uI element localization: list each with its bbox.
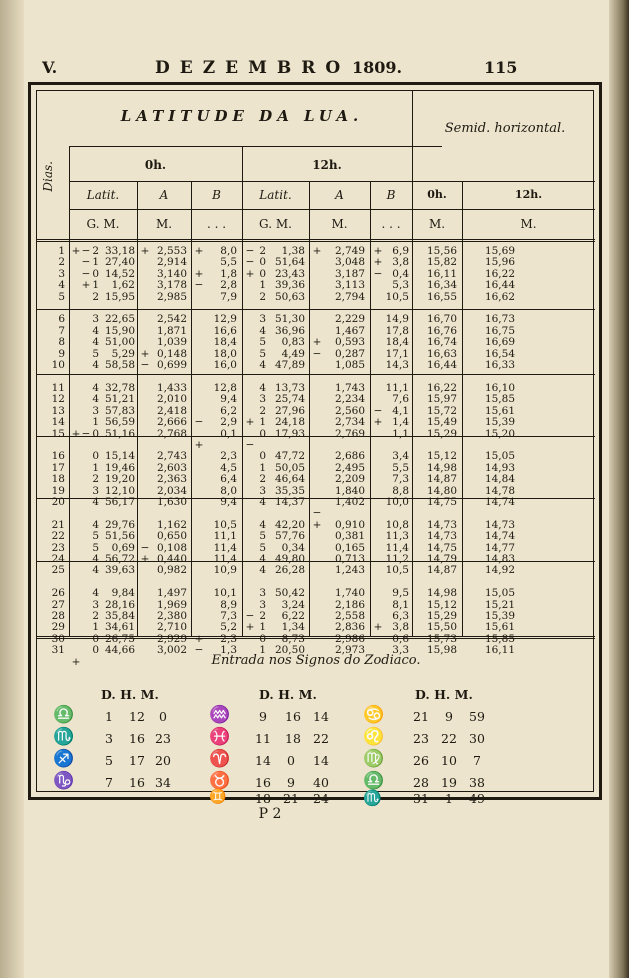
a12-value-column: 2,749 3,048 3,187 3,113 2,794 2,229 1,467 0,593 0,287 1,085 1,743 2,234 2,560 2,734 2,769 2,686 2,495 2,209 1,840 1,402 0,910 0,381 0,165 0,713 1,243 1,740 2,186 2,558 2,836 2,986 2,973: [334, 245, 365, 657]
hour0-header: 0h.: [144, 158, 167, 172]
sign-day: 11: [255, 731, 271, 746]
sign-hour: 21: [283, 791, 299, 806]
sign-hour: 16: [129, 731, 145, 746]
taurus-icon: ♉: [209, 771, 231, 791]
vrule-4: [370, 181, 371, 637]
semid-0h-column: 15,56 15,82 16,11 16,34 16,55 16,70 16,76 16,74 16,63 16,44 16,22 15,97 15,72 15,49 15,29 15,12 14,98 14,87 14,80 14,75 14,73 14,73 14,75 14,79 14,87 14,98 15,12 15,29 15,50 15,73 15,98: [426, 245, 457, 657]
vrule-5: [462, 181, 463, 637]
sign-hour: 16: [285, 709, 301, 724]
lat12-minutes-column: 1,38 51,64 23,43 39,36 50,63 51,30 36,96 0,83 4,49 47,89 13,73 25,74 27,96 24,18 17,93 47,72 50,05 46,64 35,35 14,37 42,20 57,76 0,34 49,80 26,28 50,42 3,24 6,22 1,34 8,73 20,50: [274, 245, 305, 657]
libra-icon-2: ♎: [363, 771, 385, 791]
lat12-degrees-column: 2 0 0 1 2 3 4 5 5 4 4 3 2 1 0 0 1 2 3 4 4 5 5 4 4 3 3 2 1 0 1: [259, 245, 266, 657]
semid-12h-column: 15,69 15,96 16,22 16,44 16,62 16,73 16,75 16,69 16,54 16,33 16,10 15,85 15,61 15,39 15,20 15,05 14,93 14,84 14,78 14,74 14,73 14,74 14,77 14,83 14,92 15,05 15,21 15,39 15,61 15,85 16,11: [484, 245, 515, 657]
sign-day: 7: [105, 775, 113, 790]
a12-sign-column: + + − − +: [312, 245, 322, 531]
page-edge: [609, 0, 629, 978]
hour12-header: 12h.: [312, 158, 342, 172]
sign-day: 28: [413, 775, 429, 790]
sign-hour: 10: [441, 753, 457, 768]
latitude-title: LATITUDE DA LUA.: [120, 107, 364, 125]
rule-hours: [69, 181, 595, 182]
lat0-sign2-column: − − − + − −: [81, 245, 91, 645]
dias-label: Dias.: [41, 161, 55, 192]
sign-day: 1: [105, 709, 113, 724]
sign-minute: 34: [155, 775, 171, 790]
aries-icon: ♈: [209, 749, 231, 769]
sign-minute: 20: [155, 753, 171, 768]
table-inner: [36, 90, 594, 807]
rule-colnames: [69, 209, 595, 210]
lat0-degrees-column: 2 1 0 1 2 3 4 4 5 4 4 4 3 1 0 0 1 2 3 4 4 5 5 4 4 4 3 2 1 0 0: [92, 245, 99, 657]
sign-day: 5: [105, 753, 113, 768]
year: 1809.: [352, 58, 403, 77]
signs-dhm-3: D. H. M.: [415, 687, 473, 702]
sign-hour: 12: [129, 709, 145, 724]
lat12-sign-column: − − + + − − +: [245, 245, 255, 634]
table-frame: [28, 82, 602, 807]
lat0-sign-column: + + +: [71, 245, 81, 668]
capricorn-icon: ♑: [53, 771, 75, 791]
sign-minute: 30: [469, 731, 485, 746]
sign-day: 26: [413, 753, 429, 768]
unit-m-a-0h: M.: [155, 217, 173, 231]
vrule-3: [309, 181, 310, 637]
lat0-minutes-column: 33,18 27,40 14,52 1,62 15,95 22,65 15,90 51,00 5,29 58,58 32,78 51,21 57,83 56,59 51,16 15,14 19,46 19,20 12,10 56,17 29,76 51,56 0,69 56,72 39,63 9,84 28,16 35,84 34,61 26,75 44,66: [104, 245, 135, 657]
col-latit-0h: Latit.: [86, 188, 120, 202]
sign-day: 9: [259, 709, 267, 724]
signs-title: Entrada nos Signos do Zodiaco.: [211, 653, 421, 668]
rule-units: [37, 239, 595, 242]
virgo-icon: ♍: [363, 749, 385, 769]
libra-icon: ♎: [53, 705, 75, 725]
unit-m-semid-0h: M.: [428, 217, 446, 231]
sign-day: 21: [413, 709, 429, 724]
sign-minute: 22: [313, 731, 329, 746]
scorpio-icon: ♏: [53, 727, 75, 747]
a0-sign-column: + + − − +: [140, 245, 150, 565]
vrule-semid: [412, 91, 413, 637]
b0-sign-column: + + − − + + −: [194, 245, 204, 657]
sign-minute: 14: [313, 753, 329, 768]
unit-gm-12h: G. M.: [259, 217, 292, 231]
sign-minute: 7: [473, 753, 481, 768]
col-a-0h: A: [159, 188, 169, 202]
b12-sign-column: + + − − + + −: [373, 245, 383, 645]
days-column: 1 2 3 4 5 6 7 8 9 10 11 12 13 14 15 16 17 18 19 20 21 22 23 24 25 26 27 28 29 30 31: [51, 245, 65, 657]
col-latit-12h: Latit.: [259, 188, 292, 202]
signs-dhm-2: D. H. M.: [259, 687, 317, 702]
gemini-icon: ♊: [209, 789, 227, 805]
sign-hour: 1: [445, 791, 453, 806]
rule-title: [69, 146, 442, 147]
sign-hour: 18: [285, 731, 301, 746]
sign-day: 16: [255, 775, 271, 790]
section-number: V.: [42, 58, 58, 77]
unit-dots-0h: . . .: [206, 217, 227, 231]
month-title: DEZEMBRO: [155, 58, 351, 78]
b0-value-column: 8,0 5,5 1,8 2,8 7,9 12,9 16,6 18,4 18,0 16,0 12,8 9,4 6,2 2,9 0,1 2,3 4,5 6,4 8,0 9,4 10,5 11,1 11,4 11,4 10,9 10,1 8,9 7,3 5,2 2,3 1,3: [213, 245, 237, 657]
sagittarius-icon: ♐: [53, 749, 75, 769]
aquarius-icon: ♒: [209, 705, 231, 725]
sign-minute: 40: [313, 775, 329, 790]
cancer-icon: ♋: [363, 705, 385, 725]
vrule-1: [137, 181, 138, 637]
sign-minute: 23: [155, 731, 171, 746]
sign-hour: 0: [287, 753, 295, 768]
sign-minute: 38: [469, 775, 485, 790]
signs-dhm-1: D. H. M.: [101, 687, 159, 702]
unit-gm-0h: G. M.: [86, 217, 120, 231]
b12-value-column: 6,9 3,8 0,4 5,3 10,5 14,9 17,8 18,4 17,1 14,3 11,1 7,6 4,1 1,4 1,1 3,4 5,5 7,3 8,8 10,0 10,8 11,3 11,4 11,2 10,5 9,5 8,1 6,3 3,8 0,6 3,3: [385, 245, 409, 657]
printer-signature: P 2: [258, 806, 282, 822]
sign-minute: 14: [313, 709, 329, 724]
sign-day: 31: [413, 791, 429, 806]
sign-hour: 16: [129, 775, 145, 790]
sign-day: 14: [255, 753, 271, 768]
sign-minute: 49: [469, 791, 485, 806]
unit-dots-12h: . . .: [381, 217, 401, 231]
a0-value-column: 2,553 2,914 3,140 3,178 2,985 2,542 1,871 1,039 0,148 0,699 1,433 2,010 2,418 2,666 2,768 2,743 2,603 2,363 2,034 1,630 1,162 0,650 0,108 0,440 0,982 1,497 1,969 2,380 2,710 2,929 3,002: [156, 245, 187, 657]
col-semid-12h: 12h.: [514, 188, 543, 201]
unit-m-a-12h: M.: [331, 217, 348, 231]
col-b-12h: B: [386, 188, 396, 202]
semid-title: Semid. horizontal.: [444, 121, 566, 136]
sign-day: 23: [413, 731, 429, 746]
col-a-12h: A: [335, 188, 344, 202]
sign-minute: 0: [159, 709, 167, 724]
sign-day: 3: [105, 731, 113, 746]
col-semid-0h: 0h.: [427, 188, 447, 201]
sign-hour: 17: [129, 753, 145, 768]
col-b-0h: B: [212, 188, 221, 202]
leo-icon: ♌: [363, 727, 385, 747]
sign-hour: 22: [441, 731, 457, 746]
sign-day: 18: [255, 791, 271, 806]
pisces-icon: ♓: [209, 727, 231, 747]
vrule-2: [191, 181, 192, 637]
sign-minute: 24: [313, 791, 329, 806]
scorpio-icon-2: ♏: [363, 789, 382, 807]
sign-hour: 9: [287, 775, 295, 790]
sign-hour: 9: [445, 709, 453, 724]
sign-minute: 59: [469, 709, 485, 724]
unit-m-semid-12h: M.: [520, 217, 537, 231]
sign-hour: 19: [441, 775, 457, 790]
page-number: 115: [484, 58, 518, 77]
